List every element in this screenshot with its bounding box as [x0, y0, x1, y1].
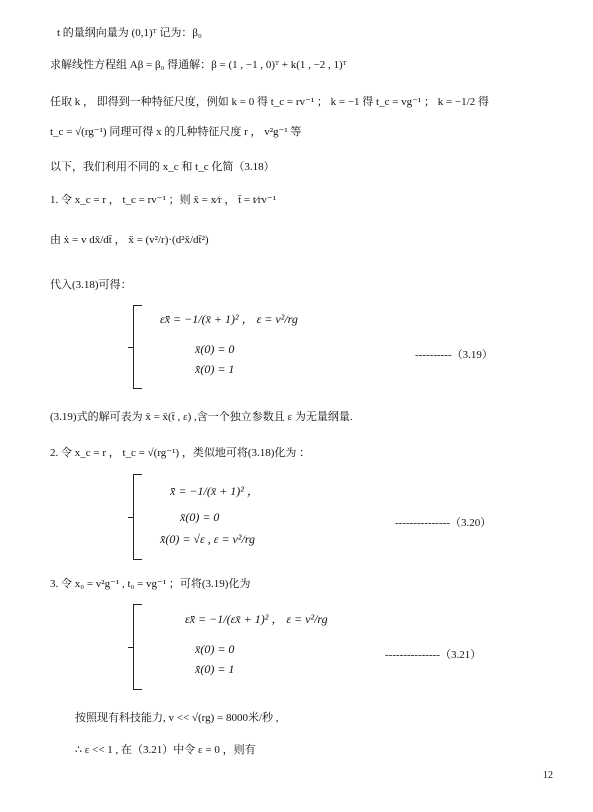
- eq-3-20-row-3: x̄̇(0) = √ε , ε = v²/rg: [160, 532, 256, 546]
- page-number: 12: [543, 770, 553, 781]
- eq-3-19-row-3: x̄̇(0) = 1: [195, 362, 235, 376]
- line-derivative-substitution: 由 ẋ = v dx̄/dt̄ ， ẍ = (v²/r)·(d²x̄/dt̄²): [50, 234, 209, 246]
- line-case-2: 2. 令 x_c = r ， t_c = √(rg⁻¹) ，类似地可将(3.18)化为 ：: [50, 447, 311, 459]
- line-characteristic-scale: 任取 k ， 即得到一种特征尺度，例如 k = 0 得 t_c = rv⁻¹ ； k = −1 得 t_c = vg⁻¹ ； k = −1/2 得: [50, 96, 489, 108]
- eq-3-20-tag: ---------------（3.20）: [395, 517, 492, 529]
- line-solve-linear-system: 求解线性方程组 Aβ = β₀ 得通解：β = (1 , −1 , 0)ᵀ + k(1 , −2 , 1)ᵀ: [50, 59, 347, 71]
- eq-3-19-row-1: εx̄̈ = −1/(x̄ + 1)² ， ε = v²/rg: [160, 312, 298, 326]
- line-simplify-intro: 以下，我们利用不同的 x_c 和 t_c 化简（3.18）: [50, 161, 275, 173]
- eq-3-19-tag: ----------（3.19）: [415, 349, 493, 361]
- eq-3-21-tag: ---------------（3.21）: [385, 649, 482, 661]
- eq-3-19-row-2: x̄(0) = 0: [195, 342, 235, 356]
- line-case-3: 3. 令 x₀ = v²g⁻¹ , t₀ = vg⁻¹ ；可将(3.19)化为: [50, 578, 251, 590]
- eq-3-21-row-1: εx̄̈ = −1/(εx̄ + 1)² ， ε = v²/rg: [185, 612, 328, 626]
- brace-eq-3-20: [133, 474, 142, 560]
- brace-eq-3-19: [133, 305, 142, 389]
- line-dimension-vector: t 的量纲向量为 (0,1)ᵀ 记为：β₀: [57, 27, 202, 39]
- brace-eq-3-21: [133, 604, 142, 690]
- eq-3-21-row-2: x̄(0) = 0: [195, 642, 235, 656]
- eq-3-20-row-1: x̄̈ = −1/(x̄ + 1)² ，: [170, 484, 259, 498]
- line-tc-sqrt: t_c = √(rg⁻¹) 同理可得 x 的几种特征尺度 r ， v²g⁻¹ 等: [50, 126, 302, 138]
- eq-3-20-row-2: x̄(0) = 0: [180, 510, 220, 524]
- line-substitute: 代入(3.18)可得：: [50, 279, 132, 291]
- line-case-1: 1. 令 x_c = r ， t_c = rv⁻¹ ；则 x̄ = x⁄r ， t̄ = t⁄rv⁻¹: [50, 194, 277, 206]
- line-solution-form: (3.19)式的解可表为 x̄ = x̄(t̄ , ε) ,含一个独立参数且 ε 为无量纲量.: [50, 411, 353, 423]
- line-therefore: ∴ ε << 1 , 在（3.21）中令 ε = 0 ，则有: [75, 744, 256, 756]
- eq-3-21-row-3: x̄̇(0) = 1: [195, 662, 235, 676]
- line-speed-limit: 按照现有科技能力, v << √(rg) = 8000米/秒 ,: [75, 712, 279, 724]
